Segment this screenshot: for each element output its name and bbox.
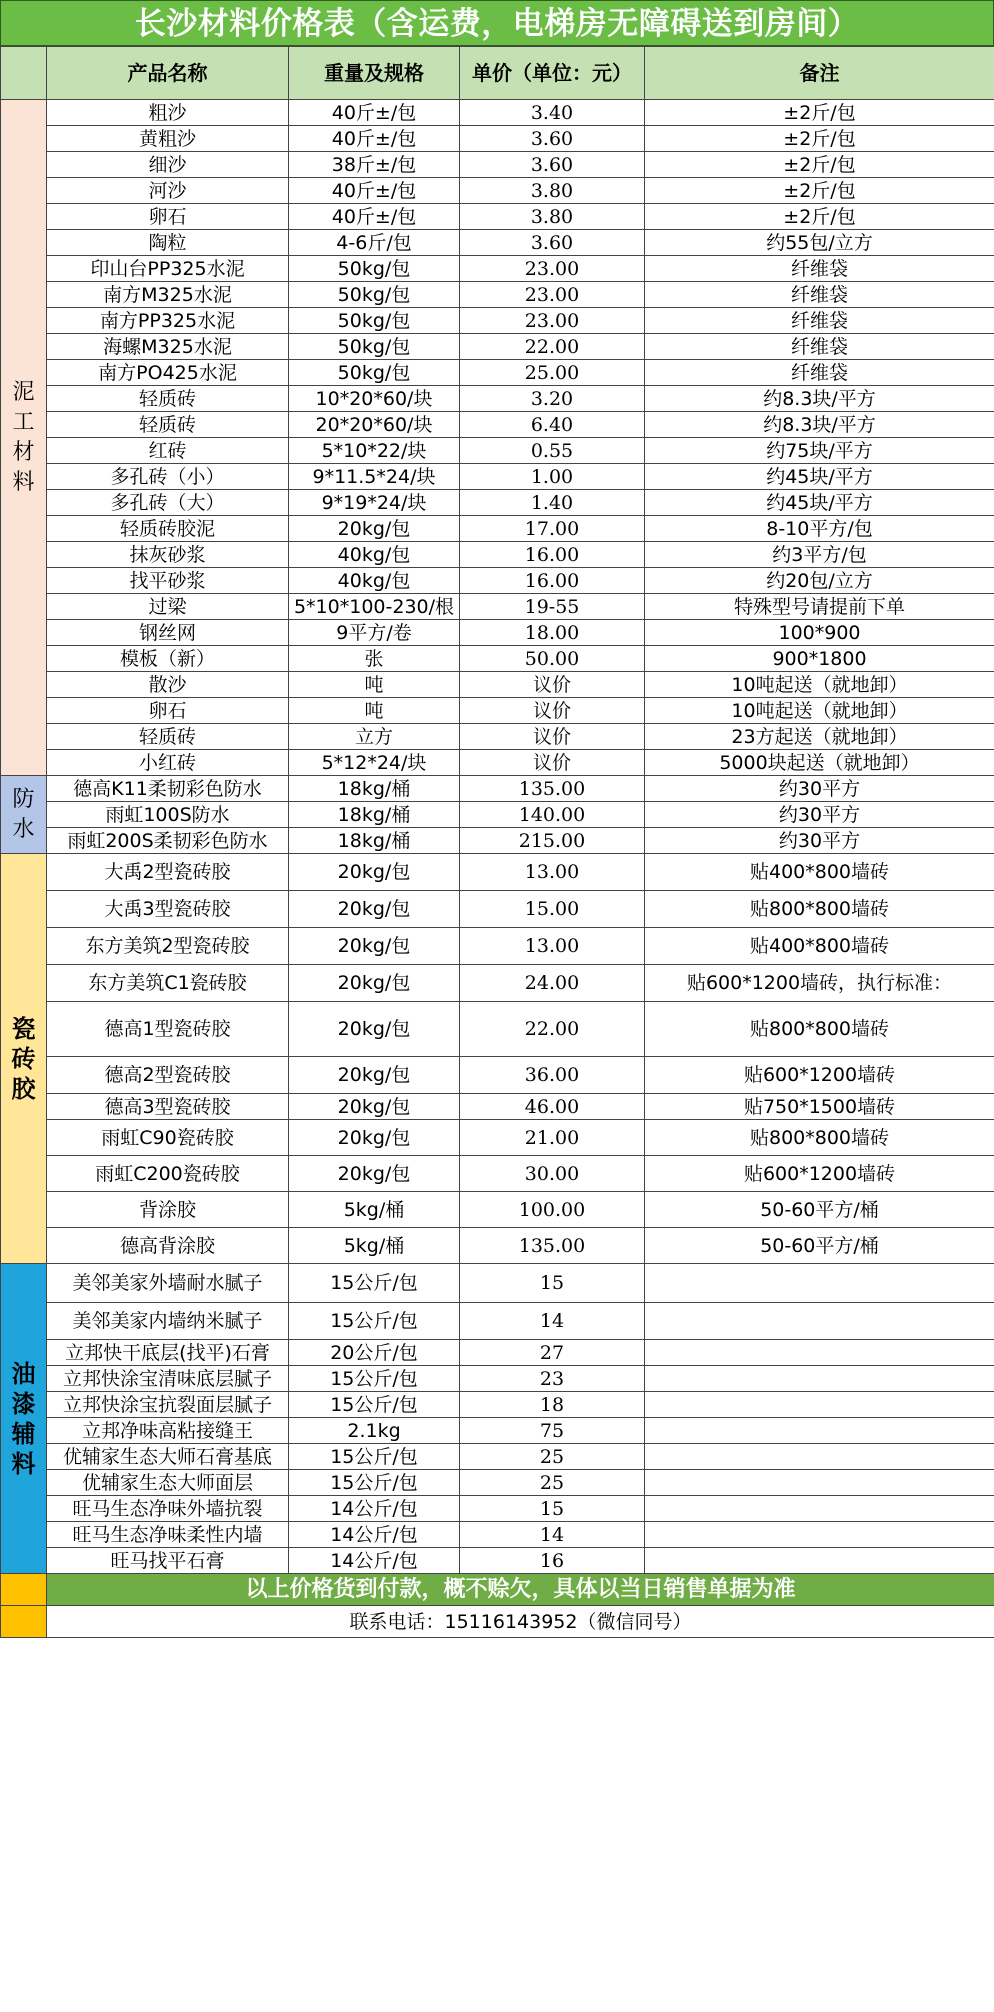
price-cell: 23.00: [460, 256, 645, 282]
table-row: [1, 1192, 994, 1228]
note-cell: 特殊型号请提前下单: [645, 594, 994, 620]
spec-cell: 9*11.5*24/块: [289, 464, 460, 490]
table-row: [1, 724, 994, 750]
table-row: [1, 1418, 994, 1444]
price-cell: 议价: [460, 750, 645, 776]
price-cell: 135.00: [460, 1228, 645, 1264]
product-name-cell: 美邻美家内墙纳米腻子: [47, 1303, 289, 1340]
table-row: [1, 1057, 994, 1094]
price-cell: 18.00: [460, 620, 645, 646]
spec-cell: 15公斤/包: [289, 1444, 460, 1470]
spec-cell: 9*19*24/块: [289, 490, 460, 516]
product-name-cell: 细沙: [47, 152, 289, 178]
footer-notice: 以上价格货到付款，概不赊欠，具体以当日销售单据为准: [47, 1574, 994, 1606]
spec-cell: 15公斤/包: [289, 1366, 460, 1392]
spec-cell: 张: [289, 646, 460, 672]
spec-cell: 15公斤/包: [289, 1264, 460, 1303]
product-name-cell: 海螺M325水泥: [47, 334, 289, 360]
table-row: [1, 1470, 994, 1496]
product-name-cell: 立邦快涂宝清味底层腻子: [47, 1366, 289, 1392]
note-cell: 贴400*800墙砖: [645, 854, 994, 891]
product-name-cell: 黄粗沙: [47, 126, 289, 152]
spec-cell: 18kg/桶: [289, 776, 460, 802]
price-cell: 6.40: [460, 412, 645, 438]
note-cell: 50-60平方/桶: [645, 1192, 994, 1228]
price-cell: 3.80: [460, 204, 645, 230]
product-name-cell: 立邦快干底层(找平)石膏: [47, 1340, 289, 1366]
note-cell: 50-60平方/桶: [645, 1228, 994, 1264]
price-cell: 23.00: [460, 308, 645, 334]
note-cell: 约45块/平方: [645, 464, 994, 490]
price-cell: 14: [460, 1303, 645, 1340]
spec-cell: 立方: [289, 724, 460, 750]
note-cell: 约30平方: [645, 828, 994, 854]
product-name-cell: 卵石: [47, 698, 289, 724]
table-row: [1, 542, 994, 568]
price-cell: 0.55: [460, 438, 645, 464]
product-name-cell: 背涂胶: [47, 1192, 289, 1228]
note-cell: 贴600*1200墙砖: [645, 1156, 994, 1192]
spec-cell: 20*20*60/块: [289, 412, 460, 438]
spec-cell: 5kg/桶: [289, 1228, 460, 1264]
product-name-cell: 德高背涂胶: [47, 1228, 289, 1264]
price-cell: 3.80: [460, 178, 645, 204]
note-cell: 贴800*800墙砖: [645, 891, 994, 928]
price-cell: 3.40: [460, 100, 645, 126]
price-table-body: [1, 100, 994, 1574]
product-name-cell: 立邦快涂宝抗裂面层腻子: [47, 1392, 289, 1418]
note-cell: [645, 1496, 994, 1522]
table-row: [1, 1444, 994, 1470]
footer-marker: [1, 1574, 47, 1606]
table-row: [1, 594, 994, 620]
price-cell: 18: [460, 1392, 645, 1418]
table-row: [1, 334, 994, 360]
note-cell: ±2斤/包: [645, 152, 994, 178]
price-cell: 25: [460, 1444, 645, 1470]
table-row: [1, 256, 994, 282]
note-cell: 约55包/立方: [645, 230, 994, 256]
price-cell: 36.00: [460, 1057, 645, 1094]
price-cell: 3.60: [460, 152, 645, 178]
spec-cell: 9平方/卷: [289, 620, 460, 646]
product-name-cell: 模板（新）: [47, 646, 289, 672]
note-cell: 约45块/平方: [645, 490, 994, 516]
product-name-cell: 抹灰砂浆: [47, 542, 289, 568]
note-cell: ±2斤/包: [645, 204, 994, 230]
product-name-cell: 轻质砖: [47, 412, 289, 438]
table-row: [1, 386, 994, 412]
table-row: [1, 928, 994, 965]
table-row: [1, 438, 994, 464]
table-row: [1, 178, 994, 204]
price-cell: 16: [460, 1548, 645, 1574]
product-name-cell: 红砖: [47, 438, 289, 464]
footer-marker: [1, 1606, 47, 1638]
table-row: [1, 1002, 994, 1057]
note-cell: 约8.3块/平方: [645, 386, 994, 412]
product-name-cell: 散沙: [47, 672, 289, 698]
spec-cell: 50kg/包: [289, 256, 460, 282]
table-row: [1, 568, 994, 594]
price-cell: 22.00: [460, 1002, 645, 1057]
table-row: [1, 308, 994, 334]
note-cell: [645, 1418, 994, 1444]
price-cell: 215.00: [460, 828, 645, 854]
category-waterproof: 防水: [1, 776, 47, 854]
table-row: [1, 1303, 994, 1340]
product-name-cell: 找平砂浆: [47, 568, 289, 594]
note-cell: 约30平方: [645, 776, 994, 802]
spec-cell: 20kg/包: [289, 854, 460, 891]
table-row: [1, 891, 994, 928]
note-cell: 贴600*1200墙砖: [645, 1057, 994, 1094]
spec-cell: 40kg/包: [289, 568, 460, 594]
table-row: [1, 1120, 994, 1156]
note-cell: 纤维袋: [645, 308, 994, 334]
price-cell: 13.00: [460, 928, 645, 965]
price-cell: 17.00: [460, 516, 645, 542]
product-name-cell: 钢丝网: [47, 620, 289, 646]
product-name-cell: 轻质砖: [47, 724, 289, 750]
price-cell: 1.00: [460, 464, 645, 490]
product-name-cell: 粗沙: [47, 100, 289, 126]
table-row: [1, 965, 994, 1002]
product-name-cell: 南方PP325水泥: [47, 308, 289, 334]
price-table: [0, 46, 994, 1638]
product-name-cell: 旺马生态净味外墙抗裂: [47, 1496, 289, 1522]
price-cell: 25: [460, 1470, 645, 1496]
product-name-cell: 印山台PP325水泥: [47, 256, 289, 282]
spec-cell: 40斤±/包: [289, 204, 460, 230]
table-row: [1, 204, 994, 230]
note-cell: ±2斤/包: [645, 100, 994, 126]
product-name-cell: 雨虹C90瓷砖胶: [47, 1120, 289, 1156]
header-product-name: 产品名称: [47, 47, 289, 100]
product-name-cell: 东方美筑2型瓷砖胶: [47, 928, 289, 965]
table-row: [1, 776, 994, 802]
price-cell: 30.00: [460, 1156, 645, 1192]
spec-cell: 18kg/桶: [289, 828, 460, 854]
table-row: [1, 490, 994, 516]
table-row: [1, 750, 994, 776]
note-cell: [645, 1264, 994, 1303]
table-row: [1, 464, 994, 490]
product-name-cell: 立邦净味高粘接缝王: [47, 1418, 289, 1444]
note-cell: [645, 1444, 994, 1470]
spec-cell: 20kg/包: [289, 928, 460, 965]
note-cell: [645, 1392, 994, 1418]
spec-cell: 14公斤/包: [289, 1522, 460, 1548]
price-cell: 27: [460, 1340, 645, 1366]
product-name-cell: 旺马找平石膏: [47, 1548, 289, 1574]
note-cell: 约20包/立方: [645, 568, 994, 594]
note-cell: [645, 1548, 994, 1574]
note-cell: 5000块起送（就地卸）: [645, 750, 994, 776]
header-corner: [1, 47, 47, 100]
note-cell: 约8.3块/平方: [645, 412, 994, 438]
product-name-cell: 大禹3型瓷砖胶: [47, 891, 289, 928]
table-row: [1, 1228, 994, 1264]
spec-cell: 吨: [289, 698, 460, 724]
spec-cell: 10*20*60/块: [289, 386, 460, 412]
spec-cell: 20kg/包: [289, 1120, 460, 1156]
note-cell: 8-10平方/包: [645, 516, 994, 542]
spec-cell: 15公斤/包: [289, 1470, 460, 1496]
spec-cell: 14公斤/包: [289, 1496, 460, 1522]
note-cell: 纤维袋: [645, 334, 994, 360]
note-cell: [645, 1522, 994, 1548]
table-row: [1, 1392, 994, 1418]
product-name-cell: 优辅家生态大师面层: [47, 1470, 289, 1496]
price-cell: 21.00: [460, 1120, 645, 1156]
spec-cell: 吨: [289, 672, 460, 698]
price-cell: 议价: [460, 698, 645, 724]
category-tile-adhesive: 瓷砖胶: [1, 854, 47, 1264]
product-name-cell: 德高3型瓷砖胶: [47, 1094, 289, 1120]
note-cell: ±2斤/包: [645, 126, 994, 152]
spec-cell: 20kg/包: [289, 965, 460, 1002]
note-cell: 10吨起送（就地卸）: [645, 672, 994, 698]
table-row: [1, 1548, 994, 1574]
table-row: [1, 126, 994, 152]
spec-cell: 20kg/包: [289, 1094, 460, 1120]
note-cell: 纤维袋: [645, 282, 994, 308]
product-name-cell: 东方美筑C1瓷砖胶: [47, 965, 289, 1002]
spec-cell: 15公斤/包: [289, 1392, 460, 1418]
header-price: 单价（单位：元）: [460, 47, 645, 100]
spec-cell: 50kg/包: [289, 360, 460, 386]
price-cell: 16.00: [460, 542, 645, 568]
table-row: [1, 1496, 994, 1522]
header-note: 备注: [645, 47, 994, 100]
table-row: [1, 152, 994, 178]
price-cell: 15.00: [460, 891, 645, 928]
price-cell: 135.00: [460, 776, 645, 802]
spec-cell: 4-6斤/包: [289, 230, 460, 256]
spec-cell: 50kg/包: [289, 334, 460, 360]
price-cell: 议价: [460, 672, 645, 698]
price-cell: 议价: [460, 724, 645, 750]
note-cell: [645, 1340, 994, 1366]
footer-contact-row: [1, 1606, 994, 1638]
product-name-cell: 大禹2型瓷砖胶: [47, 854, 289, 891]
price-cell: 13.00: [460, 854, 645, 891]
table-row: [1, 854, 994, 891]
footer-notice-row: [1, 1574, 994, 1606]
spec-cell: 20公斤/包: [289, 1340, 460, 1366]
price-cell: 25.00: [460, 360, 645, 386]
product-name-cell: 旺马生态净味柔性内墙: [47, 1522, 289, 1548]
price-cell: 19-55: [460, 594, 645, 620]
spec-cell: 20kg/包: [289, 1002, 460, 1057]
title-bar: [0, 0, 994, 46]
spec-cell: 2.1kg: [289, 1418, 460, 1444]
product-name-cell: 过梁: [47, 594, 289, 620]
price-cell: 3.60: [460, 230, 645, 256]
note-cell: 贴400*800墙砖: [645, 928, 994, 965]
table-row: [1, 698, 994, 724]
product-name-cell: 轻质砖: [47, 386, 289, 412]
product-name-cell: 优辅家生态大师石膏基底: [47, 1444, 289, 1470]
table-row: [1, 282, 994, 308]
header-row: [1, 47, 994, 100]
note-cell: 约75块/平方: [645, 438, 994, 464]
page-title: 长沙材料价格表（含运费，电梯房无障碍送到房间）: [134, 6, 860, 42]
note-cell: [645, 1470, 994, 1496]
note-cell: 贴800*800墙砖: [645, 1002, 994, 1057]
price-cell: 14: [460, 1522, 645, 1548]
product-name-cell: 河沙: [47, 178, 289, 204]
table-row: [1, 412, 994, 438]
price-cell: 16.00: [460, 568, 645, 594]
spec-cell: 40斤±/包: [289, 100, 460, 126]
footer-contact: 联系电话：15116143952（微信同号）: [47, 1606, 994, 1638]
price-cell: 22.00: [460, 334, 645, 360]
product-name-cell: 德高2型瓷砖胶: [47, 1057, 289, 1094]
note-cell: 约30平方: [645, 802, 994, 828]
note-cell: 10吨起送（就地卸）: [645, 698, 994, 724]
table-row: [1, 1094, 994, 1120]
category-mud: 泥工材料: [1, 100, 47, 776]
spec-cell: 40kg/包: [289, 542, 460, 568]
product-name-cell: 陶粒: [47, 230, 289, 256]
spec-cell: 5*12*24/块: [289, 750, 460, 776]
note-cell: ±2斤/包: [645, 178, 994, 204]
price-cell: 46.00: [460, 1094, 645, 1120]
product-name-cell: 南方M325水泥: [47, 282, 289, 308]
table-row: [1, 828, 994, 854]
note-cell: 约3平方/包: [645, 542, 994, 568]
price-cell: 3.20: [460, 386, 645, 412]
product-name-cell: 卵石: [47, 204, 289, 230]
price-cell: 1.40: [460, 490, 645, 516]
table-row: [1, 802, 994, 828]
product-name-cell: 雨虹C200瓷砖胶: [47, 1156, 289, 1192]
note-cell: 纤维袋: [645, 360, 994, 386]
price-cell: 3.60: [460, 126, 645, 152]
note-cell: 23方起送（就地卸）: [645, 724, 994, 750]
table-row: [1, 100, 994, 126]
note-cell: 贴800*800墙砖: [645, 1120, 994, 1156]
price-cell: 50.00: [460, 646, 645, 672]
product-name-cell: 南方PO425水泥: [47, 360, 289, 386]
price-cell: 75: [460, 1418, 645, 1444]
table-row: [1, 1366, 994, 1392]
spec-cell: 38斤±/包: [289, 152, 460, 178]
note-cell: [645, 1303, 994, 1340]
spec-cell: 5*10*100-230/根: [289, 594, 460, 620]
price-cell: 140.00: [460, 802, 645, 828]
table-row: [1, 1156, 994, 1192]
product-name-cell: 小红砖: [47, 750, 289, 776]
table-row: [1, 360, 994, 386]
product-name-cell: 德高K11柔韧彩色防水: [47, 776, 289, 802]
spec-cell: 14公斤/包: [289, 1548, 460, 1574]
product-name-cell: 多孔砖（小）: [47, 464, 289, 490]
table-row: [1, 672, 994, 698]
note-cell: 贴750*1500墙砖: [645, 1094, 994, 1120]
spec-cell: 18kg/桶: [289, 802, 460, 828]
price-cell: 23.00: [460, 282, 645, 308]
product-name-cell: 轻质砖胶泥: [47, 516, 289, 542]
spec-cell: 40斤±/包: [289, 126, 460, 152]
table-row: [1, 1340, 994, 1366]
product-name-cell: 雨虹100S防水: [47, 802, 289, 828]
note-cell: 纤维袋: [645, 256, 994, 282]
spec-cell: 20kg/包: [289, 891, 460, 928]
spec-cell: 5*10*22/块: [289, 438, 460, 464]
table-row: [1, 1522, 994, 1548]
note-cell: 100*900: [645, 620, 994, 646]
note-cell: [645, 1366, 994, 1392]
table-row: [1, 646, 994, 672]
header-spec: 重量及规格: [289, 47, 460, 100]
price-cell: 15: [460, 1496, 645, 1522]
spec-cell: 50kg/包: [289, 308, 460, 334]
table-row: [1, 1264, 994, 1303]
spec-cell: 20kg/包: [289, 1057, 460, 1094]
product-name-cell: 多孔砖（大）: [47, 490, 289, 516]
price-cell: 24.00: [460, 965, 645, 1002]
spec-cell: 50kg/包: [289, 282, 460, 308]
table-row: [1, 516, 994, 542]
product-name-cell: 美邻美家外墙耐水腻子: [47, 1264, 289, 1303]
price-cell: 23: [460, 1366, 645, 1392]
price-cell: 15: [460, 1264, 645, 1303]
product-name-cell: 雨虹200S柔韧彩色防水: [47, 828, 289, 854]
spec-cell: 15公斤/包: [289, 1303, 460, 1340]
spec-cell: 5kg/桶: [289, 1192, 460, 1228]
table-row: [1, 230, 994, 256]
table-row: [1, 620, 994, 646]
spec-cell: 40斤±/包: [289, 178, 460, 204]
price-cell: 100.00: [460, 1192, 645, 1228]
note-cell: 贴600*1200墙砖，执行标准：: [645, 965, 994, 1002]
category-paint-supplies: 油漆辅料: [1, 1264, 47, 1574]
note-cell: 900*1800: [645, 646, 994, 672]
product-name-cell: 德高1型瓷砖胶: [47, 1002, 289, 1057]
spec-cell: 20kg/包: [289, 516, 460, 542]
spec-cell: 20kg/包: [289, 1156, 460, 1192]
